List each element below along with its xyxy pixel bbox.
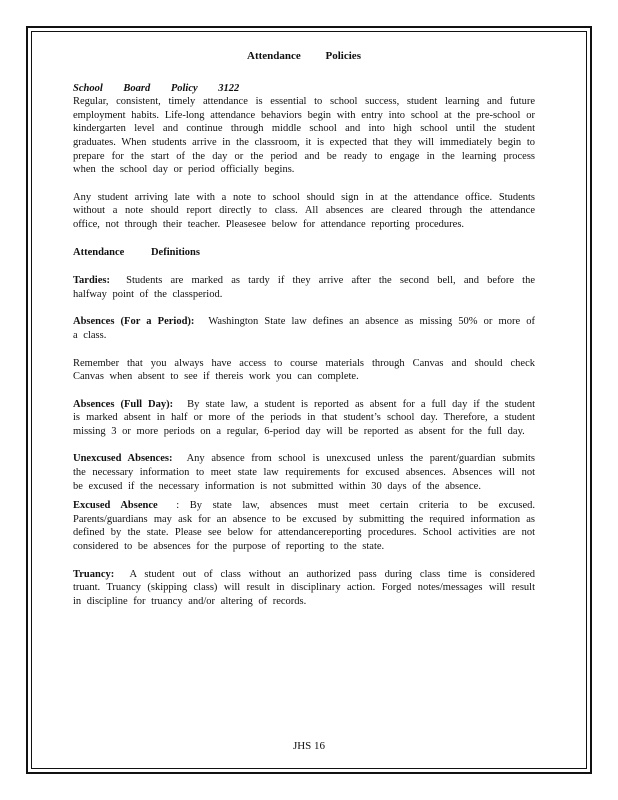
policy-heading: School Board Policy 3122 bbox=[73, 82, 240, 94]
reminder-text: Remember that you always have access to course materials through Canvas and should check Canvas when absent to see if thereis work you can complete. bbox=[73, 357, 535, 383]
page-footer: JHS 16 bbox=[292, 740, 326, 752]
definition-text: Students are marked as tardy if they arrive after the second bell, and before the halfway point of the classperiod. bbox=[73, 275, 536, 300]
policy-paragraph bbox=[73, 82, 535, 177]
policy-text: Regular, consistent, timely attendance is essential to school success, student learning and future employment habits. Life-long attendance behaviors begin with entry into school at the pre-school or kindergarten level and continue through middle school and into high school until the student graduates. When students arrive in the classroom, it is expected that they will immediately begin to prepare for the start of the day or the period and be ready to engage in the learning process when the school day or period officially begins. bbox=[73, 96, 535, 176]
definition-excused bbox=[73, 499, 535, 553]
definition-absences-full-day bbox=[73, 398, 535, 439]
definition-term: Absences (For a Period): bbox=[73, 316, 195, 328]
definition-unexcused bbox=[73, 452, 535, 493]
definition-term: Absences (Full Day): bbox=[73, 398, 174, 410]
definition-truancy bbox=[73, 568, 535, 609]
definition-term: Tardies: bbox=[73, 275, 110, 287]
definition-text: A student out of class without an authorized pass during class time is considered truant. Truancy (skipping class) will result in disciplinary action. Forged notes/messages will result in discipline for truancy and/or altering of records. bbox=[73, 568, 536, 607]
late-arrival-paragraph bbox=[73, 191, 535, 232]
definition-text: Washington State law defines an absence as missing 50% or more of a class. bbox=[73, 316, 536, 341]
document-body bbox=[73, 50, 535, 622]
definition-tardies bbox=[73, 274, 535, 301]
definition-term: Truancy: bbox=[73, 568, 115, 580]
definition-term: Excused Absence bbox=[73, 500, 158, 512]
definition-text: : By state law, absences must meet certain criteria to be excused. Parents/guardians may ask for an absence to be excused by submitting the required information as defined by the state. Please see below for attendancereporting procedures. School activities are not considered to be absences for the purpose of reporting to the state. bbox=[73, 500, 536, 553]
late-arrival-text: Any student arriving late with a note to school should sign in at the attendance office. Students without a note should report directly to class. All absences are cleared through the attendance office, not through their teacher. Pleasesee below for attendance reporting procedures. bbox=[73, 191, 535, 230]
definition-term: Unexcused Absences: bbox=[73, 453, 173, 465]
definition-absences-period bbox=[73, 315, 535, 342]
definition-text: By state law, a student is reported as absent for a full day if the student is marked absent in half or more of the periods in that student’s school day. Therefore, a student missing 3 or more periods on a regular, 6-period day will be reported as absent for the full day. bbox=[73, 398, 535, 437]
definitions-heading: Attendance Definitions bbox=[73, 246, 200, 258]
document-title: Attendance Policies bbox=[247, 50, 361, 62]
definition-text: Any absence from school is unexcused unless the parent/guardian submits the necessary information to meet state law requirements for excused absences. Absences will not be excused if the necessary information is not submitted within 30 days of the absence. bbox=[73, 453, 536, 492]
canvas-reminder bbox=[73, 357, 535, 384]
